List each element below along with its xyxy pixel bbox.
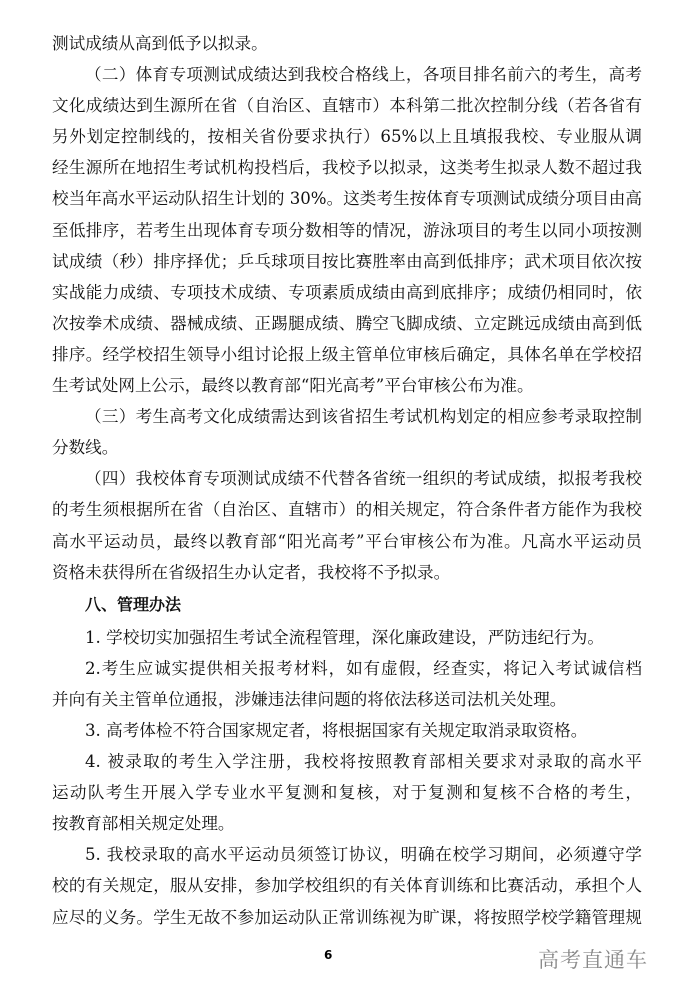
paragraph (52, 59, 642, 401)
paragraph (52, 653, 642, 715)
text-line: 八、管理办法 (85, 594, 182, 614)
text-line: 4. 被录取的考生入学注册，我校将按照教育部相关要求对录取的高水平 (85, 752, 642, 772)
document-body (52, 28, 642, 933)
text-line: （三）考生高考文化成绩需达到该省招生考试机构划定的相应参考录取控制 (85, 407, 642, 427)
page-number: 6 (324, 948, 333, 962)
text-line: 校当年高水平运动队招生计划的 30%。这类考生按体育专项测试成绩分项目由高 (52, 189, 642, 209)
text-line: 3. 高考体检不符合国家规定者，将根据国家有关规定取消录取资格。 (85, 720, 588, 740)
text-line: 1. 学校切实加强招生考试全流程管理，深化廉政建设，严防违纪行为。 (85, 627, 604, 647)
text-line: 运动队考生开展入学专业水平复测和复核，对于复测和复核不合格的考生， (52, 783, 642, 803)
text-line: 实战能力成绩、专项技术成绩、专项素质成绩由高到底排序；成绩仍相同时，依 (52, 282, 642, 302)
text-line: 至低排序，若考生出现体育专项分数相等的情况，游泳项目的考生以同小项按测 (52, 220, 642, 240)
section-heading (52, 588, 642, 622)
paragraph (52, 746, 642, 839)
text-line: 并向有关主管单位通报，涉嫌违法律问题的将依法移送司法机关处理。 (52, 689, 567, 709)
text-line: 按教育部相关规定处理。 (52, 814, 235, 834)
text-line: 生考试处网上公示，最终以教育部“阳光高考”平台审核公布为准。 (52, 376, 534, 396)
text-line: 资格未获得所在省级招生办认定者，我校将不予拟录。 (52, 562, 451, 582)
text-line: 试成绩（秒）排序择优；乒乓球项目按比赛胜率由高到低排序；武术项目依次按 (52, 251, 642, 271)
text-line: （二）体育专项测试成绩达到我校合格线上，各项目排名前六的考生，高考 (85, 65, 642, 85)
paragraph (52, 622, 642, 653)
text-line: 经生源所在地招生考试机构投档后，我校予以拟录，这类考生拟录人数不超过我 (52, 158, 642, 178)
text-line: 排序。经学校招生领导小组讨论报上级主管单位审核后确定，具体名单在学校招 (52, 344, 642, 364)
text-line: 高水平运动员，最终以教育部“阳光高考”平台审核公布为准。凡高水平运动员 (52, 531, 642, 551)
text-line: 应尽的义务。学生无故不参加运动队正常训练视为旷课，将按照学校学籍管理规 (52, 907, 642, 927)
text-line: 的考生须根据所在省（自治区、直辖市）的相关规定，符合条件者方能作为我校 (52, 500, 642, 520)
text-line: 2.考生应诚实提供相关报考材料，如有虚假，经查实，将记入考试诚信档 (85, 658, 642, 678)
paragraph (52, 715, 642, 746)
watermark: 高考直通车 (538, 948, 648, 972)
paragraph (52, 401, 642, 463)
text-line: 次按拳术成绩、器械成绩、正踢腿成绩、腾空飞脚成绩、立定跳远成绩由高到低 (52, 313, 642, 333)
text-line: 校的有关规定，服从安排，参加学校组织的有关体育训练和比赛活动，承担个人 (52, 876, 642, 896)
text-line: 5. 我校录取的高水平运动员须签订协议，明确在校学习期间，必须遵守学 (85, 845, 642, 865)
text-line: 文化成绩达到生源所在省（自治区、直辖市）本科第二批次控制分线（若各省有 (52, 96, 642, 116)
text-line: 测试成绩从高到低予以拟录。 (52, 34, 268, 53)
text-line: （四）我校体育专项测试成绩不代替各省统一组织的考试成绩，拟报考我校 (85, 469, 642, 489)
text-line: 分数线。 (52, 438, 119, 458)
text-line: 另外划定控制线的，按相关省份要求执行）65%以上且填报我校、专业服从调 (52, 127, 642, 147)
paragraph (52, 839, 642, 932)
paragraph (52, 463, 642, 587)
paragraph (52, 28, 642, 59)
